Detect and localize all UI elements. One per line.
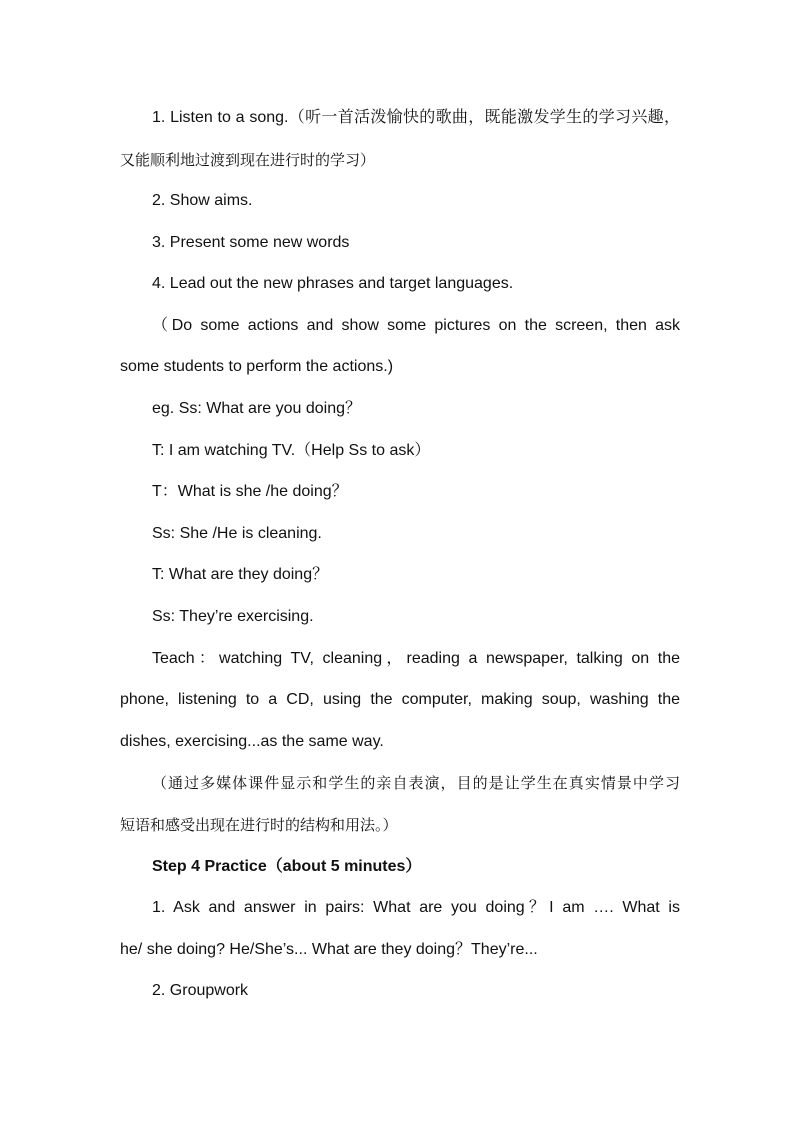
paragraph-actions-line-2: some students to perform the actions.) xyxy=(120,358,394,375)
paragraph-listen-song-line-1: 1. Listen to a song.（听一首活泼愉快的歌曲，既能激发学生的学习兴趣， xyxy=(152,109,680,126)
step-4-heading: Step 4 Practice（about 5 minutes） xyxy=(152,858,422,875)
dialogue-line: T: I am watching TV.（Help Ss to ask） xyxy=(152,442,431,459)
paragraph-note-line-1: （通过多媒体课件显示和学生的亲自表演，目的是让学生在真实情景中学习 xyxy=(152,774,680,792)
item-present-words: 3. Present some new words xyxy=(152,234,350,251)
paragraph-note-line-2: 短语和感受出现在进行时的结构和用法。） xyxy=(120,816,398,834)
item-show-aims: 2. Show aims. xyxy=(152,192,253,209)
dialogue-line: T：What is she /he doing？ xyxy=(152,483,348,500)
dialogue-line: Ss: She /He is cleaning. xyxy=(152,525,322,542)
paragraph-teach-line-1: Teach：watching TV, cleaning，reading a newspaper, talking on the xyxy=(152,650,680,667)
practice-item-1-line-1: 1. Ask and answer in pairs: What are you doing？I am …. What is xyxy=(152,899,680,916)
practice-item-1-line-2: he/ she doing? He/She’s... What are they doing？They’re... xyxy=(120,941,538,958)
dialogue-line: eg. Ss: What are you doing？ xyxy=(152,400,362,417)
dialogue-line: T: What are they doing？ xyxy=(152,566,329,583)
paragraph-teach-line-3: dishes, exercising...as the same way. xyxy=(120,733,384,750)
paragraph-actions-line-1: （Do some actions and show some pictures on the screen, then ask xyxy=(152,317,680,334)
practice-item-2: 2. Groupwork xyxy=(152,982,249,999)
item-lead-out: 4. Lead out the new phrases and target languages. xyxy=(152,275,514,292)
dialogue-line: Ss: They’re exercising. xyxy=(152,608,314,625)
paragraph-listen-song-line-2: 又能顺利地过渡到现在进行时的学习） xyxy=(120,151,376,169)
paragraph-teach-line-2: phone, listening to a CD, using the computer, making soup, washing the xyxy=(120,691,680,708)
